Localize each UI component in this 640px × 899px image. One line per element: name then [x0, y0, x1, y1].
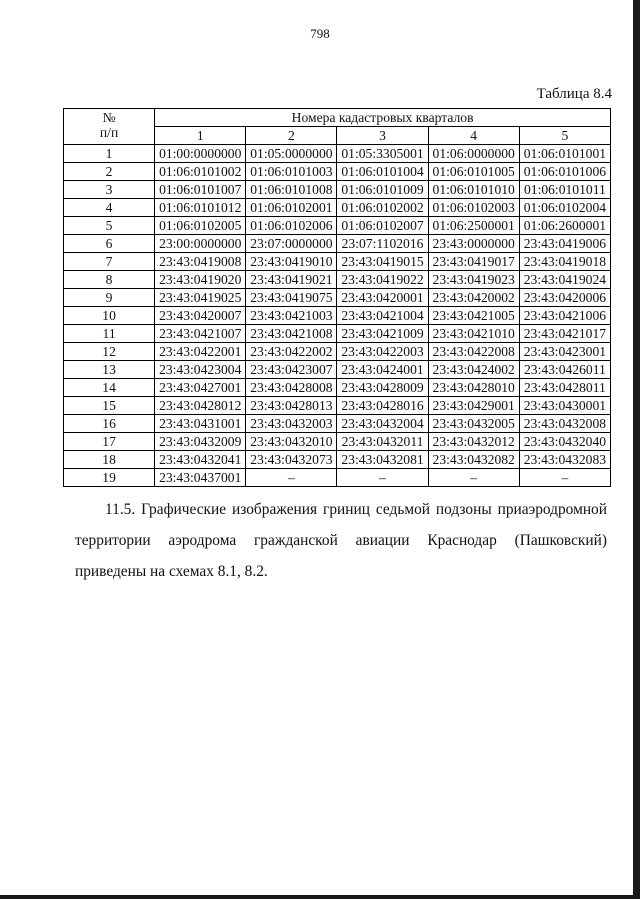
- cadastral-number-cell: 23:43:0419010: [246, 253, 337, 271]
- group-header: Номера кадастровых кварталов: [155, 109, 611, 127]
- cadastral-number-cell: 23:43:0432082: [428, 451, 519, 469]
- cadastral-number-cell: 23:43:0432003: [246, 415, 337, 433]
- cadastral-number-cell: 23:00:0000000: [155, 235, 246, 253]
- row-number-cell: 1: [64, 145, 155, 163]
- cadastral-number-cell: 23:43:0423004: [155, 361, 246, 379]
- cadastral-number-cell: 23:43:0422008: [428, 343, 519, 361]
- cadastral-number-cell: 01:06:2600001: [519, 217, 610, 235]
- row-number-cell: 14: [64, 379, 155, 397]
- cadastral-number-cell: 01:06:0102007: [337, 217, 428, 235]
- table-row: [64, 289, 611, 307]
- cadastral-number-cell: 01:06:0102001: [246, 199, 337, 217]
- cadastral-number-cell: –: [428, 469, 519, 487]
- table-row: [64, 271, 611, 289]
- row-number-header: [64, 109, 155, 145]
- cadastral-number-cell: 23:43:0422003: [337, 343, 428, 361]
- cadastral-number-cell: 23:43:0432083: [519, 451, 610, 469]
- cadastral-number-cell: –: [246, 469, 337, 487]
- row-number-cell: 7: [64, 253, 155, 271]
- cadastral-number-cell: 23:43:0419017: [428, 253, 519, 271]
- cadastral-number-cell: 23:43:0429001: [428, 397, 519, 415]
- cadastral-number-cell: 01:06:0102003: [428, 199, 519, 217]
- table-row: [64, 325, 611, 343]
- cadastral-number-cell: 23:43:0421010: [428, 325, 519, 343]
- cadastral-number-cell: –: [519, 469, 610, 487]
- table-header-row: [64, 109, 611, 127]
- cadastral-number-cell: 23:43:0428013: [246, 397, 337, 415]
- cadastral-number-cell: 23:43:0432009: [155, 433, 246, 451]
- cadastral-number-cell: 23:43:0422001: [155, 343, 246, 361]
- scan-edge-bottom: [0, 895, 640, 899]
- column-number-header: 1: [155, 127, 246, 145]
- table-row: [64, 415, 611, 433]
- cadastral-number-cell: 23:43:0423007: [246, 361, 337, 379]
- cadastral-number-cell: 23:43:0432011: [337, 433, 428, 451]
- cadastral-number-cell: 23:43:0428016: [337, 397, 428, 415]
- cadastral-number-cell: 23:43:0432012: [428, 433, 519, 451]
- row-number-cell: 12: [64, 343, 155, 361]
- cadastral-number-cell: 01:06:0102006: [246, 217, 337, 235]
- cadastral-number-cell: 23:43:0419024: [519, 271, 610, 289]
- table-row: [64, 145, 611, 163]
- cadastral-number-cell: 01:05:3305001: [337, 145, 428, 163]
- cadastral-number-cell: 23:43:0432081: [337, 451, 428, 469]
- row-number-cell: 18: [64, 451, 155, 469]
- cadastral-number-cell: 01:00:0000000: [155, 145, 246, 163]
- row-number-cell: 3: [64, 181, 155, 199]
- cadastral-number-cell: 01:06:0101005: [428, 163, 519, 181]
- row-number-cell: 4: [64, 199, 155, 217]
- cadastral-number-cell: 23:43:0000000: [428, 235, 519, 253]
- cadastral-number-cell: 01:06:2500001: [428, 217, 519, 235]
- cadastral-number-cell: 01:06:0102002: [337, 199, 428, 217]
- table-row: [64, 361, 611, 379]
- cadastral-number-cell: 23:43:0420006: [519, 289, 610, 307]
- cadastral-table: [63, 108, 611, 487]
- row-number-cell: 19: [64, 469, 155, 487]
- cadastral-number-cell: 23:43:0432073: [246, 451, 337, 469]
- cadastral-number-cell: 01:06:0101001: [519, 145, 610, 163]
- cadastral-number-cell: 23:43:0432008: [519, 415, 610, 433]
- cadastral-number-cell: 23:43:0421017: [519, 325, 610, 343]
- cadastral-number-cell: 01:06:0101003: [246, 163, 337, 181]
- cadastral-number-cell: 01:06:0101012: [155, 199, 246, 217]
- table-row: [64, 199, 611, 217]
- table-body: [64, 145, 611, 487]
- row-number-cell: 16: [64, 415, 155, 433]
- cadastral-number-cell: 23:43:0420007: [155, 307, 246, 325]
- table-row: [64, 469, 611, 487]
- cadastral-number-cell: 01:06:0102004: [519, 199, 610, 217]
- paragraph-11-5: 11.5. Графические изображения гриниц седьмой подзоны приаэродромной территории аэродрома гражданской авиации Краснодар (Пашковский) приведены на схемах 8.1, 8.2.: [75, 501, 607, 580]
- cadastral-number-cell: 01:06:0101006: [519, 163, 610, 181]
- cadastral-number-cell: 23:43:0419075: [246, 289, 337, 307]
- cadastral-number-cell: 01:06:0101004: [337, 163, 428, 181]
- cadastral-number-cell: 23:43:0424002: [428, 361, 519, 379]
- table-row: [64, 235, 611, 253]
- table-row: [64, 379, 611, 397]
- cadastral-number-cell: 23:43:0428011: [519, 379, 610, 397]
- table-caption: Таблица 8.4: [536, 86, 612, 102]
- row-number-cell: 5: [64, 217, 155, 235]
- cadastral-number-cell: 23:43:0421009: [337, 325, 428, 343]
- cadastral-number-cell: 01:06:0101010: [428, 181, 519, 199]
- cadastral-number-cell: 23:43:0421006: [519, 307, 610, 325]
- row-number-cell: 6: [64, 235, 155, 253]
- table-row: [64, 343, 611, 361]
- row-number-cell: 10: [64, 307, 155, 325]
- cadastral-number-cell: 23:43:0437001: [155, 469, 246, 487]
- cadastral-number-cell: 23:43:0419006: [519, 235, 610, 253]
- cadastral-number-cell: 01:06:0000000: [428, 145, 519, 163]
- cadastral-number-cell: 01:06:0101011: [519, 181, 610, 199]
- cadastral-number-cell: 23:43:0428010: [428, 379, 519, 397]
- cadastral-number-cell: 23:43:0419025: [155, 289, 246, 307]
- table-row: [64, 433, 611, 451]
- cadastral-number-cell: 23:43:0428009: [337, 379, 428, 397]
- table-row: [64, 217, 611, 235]
- cadastral-number-cell: 23:43:0430001: [519, 397, 610, 415]
- cadastral-number-cell: 23:07:1102016: [337, 235, 428, 253]
- page-number: 798: [310, 26, 330, 41]
- cadastral-number-cell: 23:43:0419022: [337, 271, 428, 289]
- cadastral-number-cell: 23:43:0423001: [519, 343, 610, 361]
- column-number-header: 4: [428, 127, 519, 145]
- cadastral-number-cell: 23:43:0432040: [519, 433, 610, 451]
- cadastral-number-cell: 23:43:0428012: [155, 397, 246, 415]
- cadastral-number-cell: 01:05:0000000: [246, 145, 337, 163]
- cadastral-number-cell: 01:06:0101008: [246, 181, 337, 199]
- table-row: [64, 307, 611, 325]
- cadastral-number-cell: 23:43:0426011: [519, 361, 610, 379]
- column-number-header: 2: [246, 127, 337, 145]
- table-row: [64, 451, 611, 469]
- row-number-cell: 8: [64, 271, 155, 289]
- cadastral-number-cell: 01:06:0101007: [155, 181, 246, 199]
- cadastral-number-cell: 23:43:0419020: [155, 271, 246, 289]
- cadastral-number-cell: 01:06:0102005: [155, 217, 246, 235]
- cadastral-number-cell: 23:43:0419008: [155, 253, 246, 271]
- cadastral-number-cell: 23:07:0000000: [246, 235, 337, 253]
- cadastral-number-cell: 23:43:0421008: [246, 325, 337, 343]
- table-row: [64, 253, 611, 271]
- table-row: [64, 163, 611, 181]
- row-number-cell: 15: [64, 397, 155, 415]
- cadastral-number-cell: 23:43:0432005: [428, 415, 519, 433]
- row-number-header-line2: п/п: [99, 125, 119, 140]
- cadastral-number-cell: 23:43:0428008: [246, 379, 337, 397]
- cadastral-number-cell: 23:43:0419018: [519, 253, 610, 271]
- row-number-cell: 9: [64, 289, 155, 307]
- table-row: [64, 181, 611, 199]
- cadastral-number-cell: 23:43:0419023: [428, 271, 519, 289]
- cadastral-number-cell: –: [337, 469, 428, 487]
- cadastral-number-cell: 23:43:0420001: [337, 289, 428, 307]
- cadastral-number-cell: 23:43:0427001: [155, 379, 246, 397]
- cadastral-number-cell: 23:43:0432041: [155, 451, 246, 469]
- cadastral-number-cell: 23:43:0431001: [155, 415, 246, 433]
- scan-edge-right: [633, 0, 640, 899]
- row-number-cell: 17: [64, 433, 155, 451]
- row-number-cell: 2: [64, 163, 155, 181]
- cadastral-number-cell: 01:06:0101009: [337, 181, 428, 199]
- cadastral-number-cell: 23:43:0420002: [428, 289, 519, 307]
- cadastral-number-cell: 23:43:0432010: [246, 433, 337, 451]
- cadastral-number-cell: 23:43:0419021: [246, 271, 337, 289]
- row-number-cell: 11: [64, 325, 155, 343]
- cadastral-number-cell: 23:43:0419015: [337, 253, 428, 271]
- table-row: [64, 397, 611, 415]
- cadastral-number-cell: 23:43:0424001: [337, 361, 428, 379]
- cadastral-number-cell: 23:43:0432004: [337, 415, 428, 433]
- row-number-cell: 13: [64, 361, 155, 379]
- row-number-header-line1: №: [102, 110, 116, 125]
- column-number-header: 5: [519, 127, 610, 145]
- cadastral-number-cell: 01:06:0101002: [155, 163, 246, 181]
- cadastral-number-cell: 23:43:0421004: [337, 307, 428, 325]
- cadastral-number-cell: 23:43:0421005: [428, 307, 519, 325]
- cadastral-number-cell: 23:43:0421007: [155, 325, 246, 343]
- cadastral-number-cell: 23:43:0422002: [246, 343, 337, 361]
- column-number-header: 3: [337, 127, 428, 145]
- cadastral-number-cell: 23:43:0421003: [246, 307, 337, 325]
